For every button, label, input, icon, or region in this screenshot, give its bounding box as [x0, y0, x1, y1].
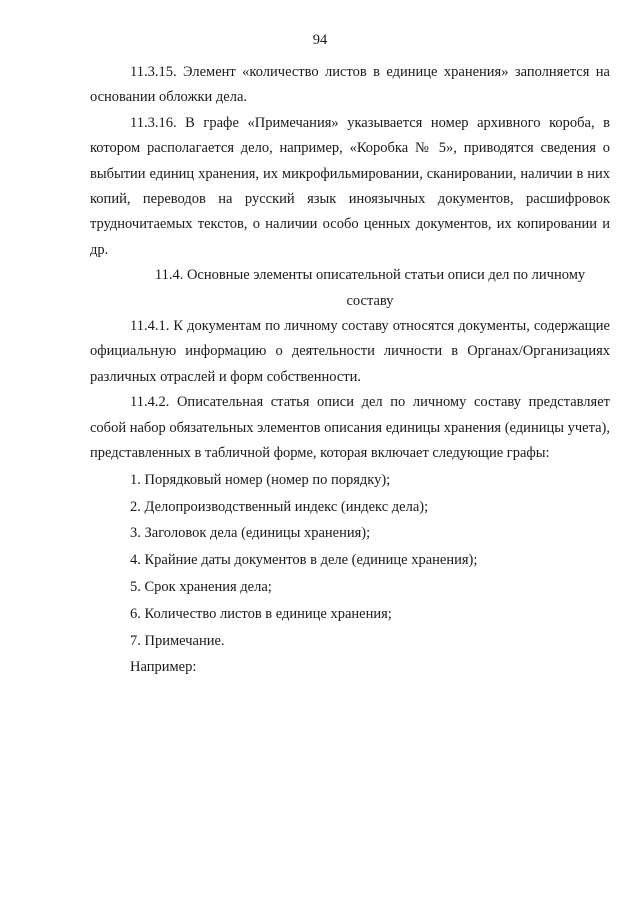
list-item: 6. Количество листов в единице хранения; — [130, 605, 392, 622]
list-item: 4. Крайние даты документов в деле (единице хранения); — [130, 552, 478, 569]
list-item: 1. Порядковый номер (номер по порядку); — [130, 471, 391, 488]
page-number: 94 — [312, 32, 328, 48]
list-item: 7. Примечание. — [130, 632, 225, 649]
list-item: 3. Заголовок дела (единицы хранения); — [130, 525, 371, 542]
document-body — [90, 60, 610, 681]
columns-list — [90, 468, 610, 654]
paragraph-11-3-15: 11.3.15. Элемент «количество листов в единице хранения» заполняется на основании обложки дела. — [90, 64, 610, 106]
list-item: 5. Срок хранения дела; — [130, 579, 272, 596]
paragraph-11-4-1: 11.4.1. К документам по личному составу относятся документы, содержащие официальную информацию о деятельности личности в Органах/Организациях различных отраслей и форм собственности. — [90, 318, 610, 385]
paragraph-11-4-2: 11.4.2. Описательная статья описи дел по личному составу представляет собой набор обязательных элементов описания единицы хранения (единицы учета), представленных в табличной форме, которая включает следующие графы: — [90, 394, 610, 462]
example-label: Например: — [130, 659, 197, 676]
paragraph-11-3-16: 11.3.16. В графе «Примечания» указывается номер архивного короба, в котором располагается дело, например, «Коробка № 5», приводятся сведения о выбытии единиц хранения, их микрофильмировании, сканировании, наличии в них копий, переводов на русский язык иноязычных документов, расшифровок трудночитаемых текстов, о наличии особо ценных документов, их копировании и др. — [90, 114, 610, 258]
section-heading-11-4: 11.4. Основные элементы описательной статьи описи дел по личному составу — [154, 267, 586, 309]
list-item: 2. Делопроизводственный индекс (индекс дела); — [130, 498, 429, 515]
